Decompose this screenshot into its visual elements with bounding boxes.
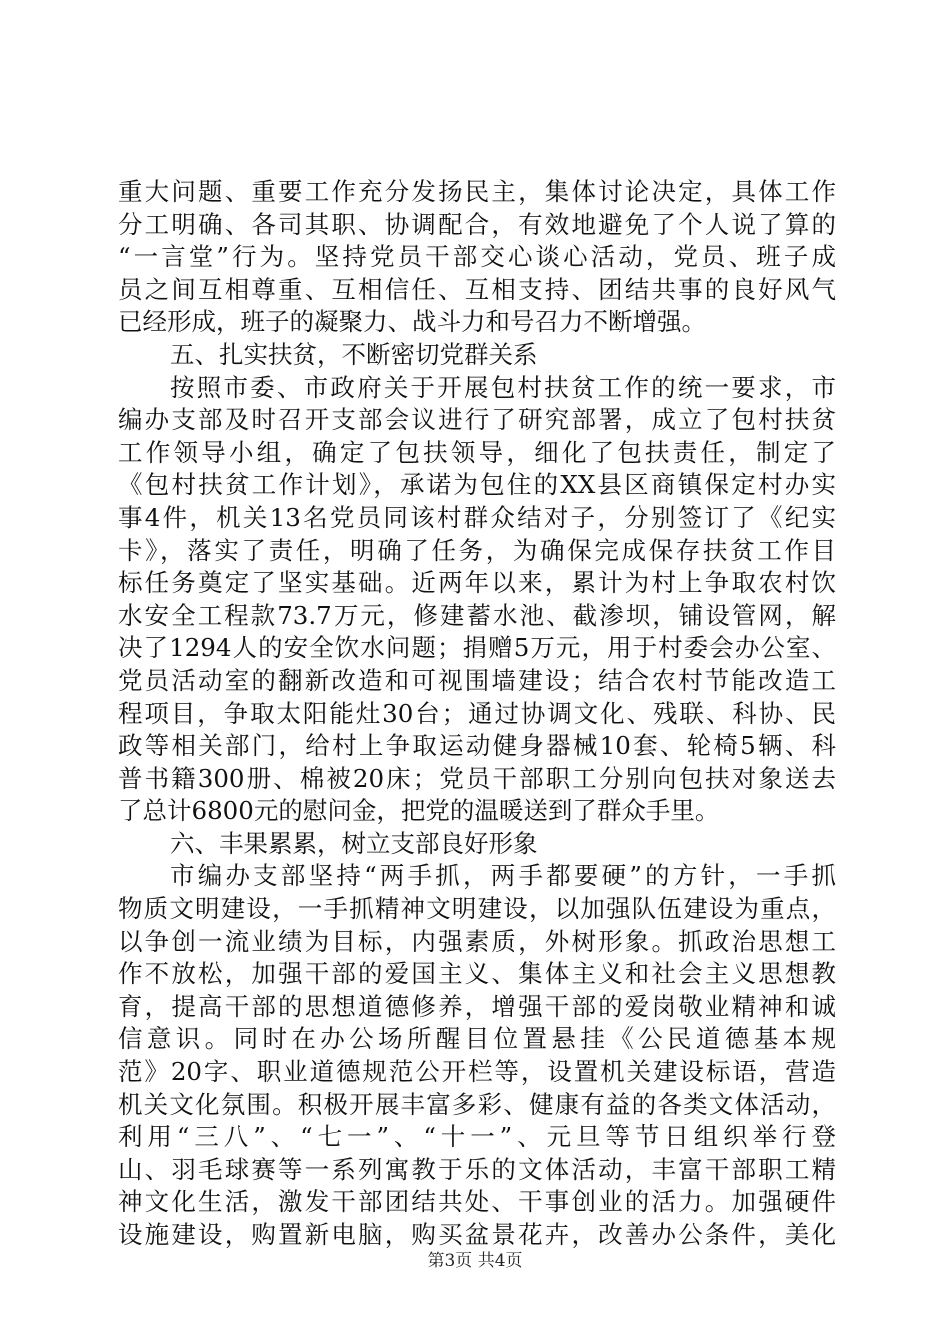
text-line: 作不放松，加强干部的爱国主义、集体主义和社会主义思想教	[118, 959, 836, 989]
text-line: 编办支部及时召开支部会议进行了研究部署，成立了包村扶贫	[118, 405, 836, 435]
text-line: “一言堂”行为。坚持党员干部交心谈心活动，党员、班子成	[118, 242, 836, 272]
text-line: 卡》，落实了责任，明确了任务，为确保完成保存扶贫工作目	[118, 535, 836, 565]
text-line: 利用“三八”、“七一”、“十一”、元旦等节日组织举行登	[118, 1122, 836, 1152]
document-body	[118, 176, 836, 1252]
text-line: 普书籍300册、棉被20床；党员干部职工分别向包扶对象送去	[118, 763, 836, 793]
text-line: 党员活动室的翻新改造和可视围墙建设；结合农村节能改造工	[118, 665, 836, 695]
text-line: 《包村扶贫工作计划》，承诺为包住的XX县区商镇保定村办实	[118, 470, 836, 500]
section-heading: 六、丰果累累，树立支部良好形象	[170, 828, 538, 858]
text-line: 设施建设，购置新电脑，购买盆景花卉，改善办公条件，美化	[118, 1220, 836, 1249]
text-line: 事4件，机关13名党员同该村群众结对子，分别签订了《纪实	[118, 502, 836, 532]
text-line: 决了1294人的安全饮水问题；捐赠5万元，用于村委会办公室、	[118, 633, 836, 663]
text-line: 神文化生活，激发干部团结共处、干事创业的活力。加强硬件	[118, 1187, 836, 1217]
text-line: 以争创一流业绩为目标，内强素质，外树形象。抓政治思想工	[118, 926, 836, 956]
section-heading: 五、扎实扶贫，不断密切党群关系	[170, 339, 538, 369]
text-line: 市编办支部坚持“两手抓，两手都要硬”的方针，一手抓	[170, 861, 836, 891]
text-line: 范》20字、职业道德规范公开栏等，设置机关建设标语，营造	[118, 1057, 836, 1087]
text-line: 信意识。同时在办公场所醒目位置悬挂《公民道德基本规	[118, 1024, 836, 1054]
text-line: 标任务奠定了坚实基础。近两年以来，累计为村上争取农村饮	[118, 568, 836, 598]
page-footer: 第3页 共4页	[427, 1251, 523, 1271]
text-line: 山、羽毛球赛等一系列寓教于乐的文体活动，丰富干部职工精	[118, 1154, 836, 1184]
text-line: 了总计6800元的慰问金，把党的温暖送到了群众手里。	[118, 796, 720, 826]
text-line: 程项目，争取太阳能灶30台；通过协调文化、残联、科协、民	[118, 698, 836, 728]
text-line: 员之间互相尊重、互相信任、互相支持、团结共事的良好风气	[118, 274, 836, 304]
text-line: 分工明确、各司其职、协调配合，有效地避免了个人说了算的	[118, 209, 836, 239]
text-line: 育，提高干部的思想道德修养，增强干部的爱岗敬业精神和诚	[118, 991, 836, 1021]
text-line: 机关文化氛围。积极开展丰富多彩、健康有益的各类文体活动，	[118, 1089, 836, 1119]
text-line: 工作领导小组，确定了包扶领导，细化了包扶责任，制定了	[118, 437, 836, 467]
text-line: 已经形成，班子的凝聚力、战斗力和号召力不断增强。	[118, 307, 706, 337]
text-line: 重大问题、重要工作充分发扬民主，集体讨论决定，具体工作	[118, 177, 836, 206]
text-line: 按照市委、市政府关于开展包村扶贫工作的统一要求，市	[170, 372, 836, 402]
text-line: 水安全工程款73.7万元，修建蓄水池、截渗坝，铺设管网，解	[118, 600, 836, 630]
text-line: 政等相关部门，给村上争取运动健身器械10套、轮椅5辆、科	[118, 731, 836, 761]
text-line: 物质文明建设，一手抓精神文明建设，以加强队伍建设为重点，	[118, 894, 836, 924]
